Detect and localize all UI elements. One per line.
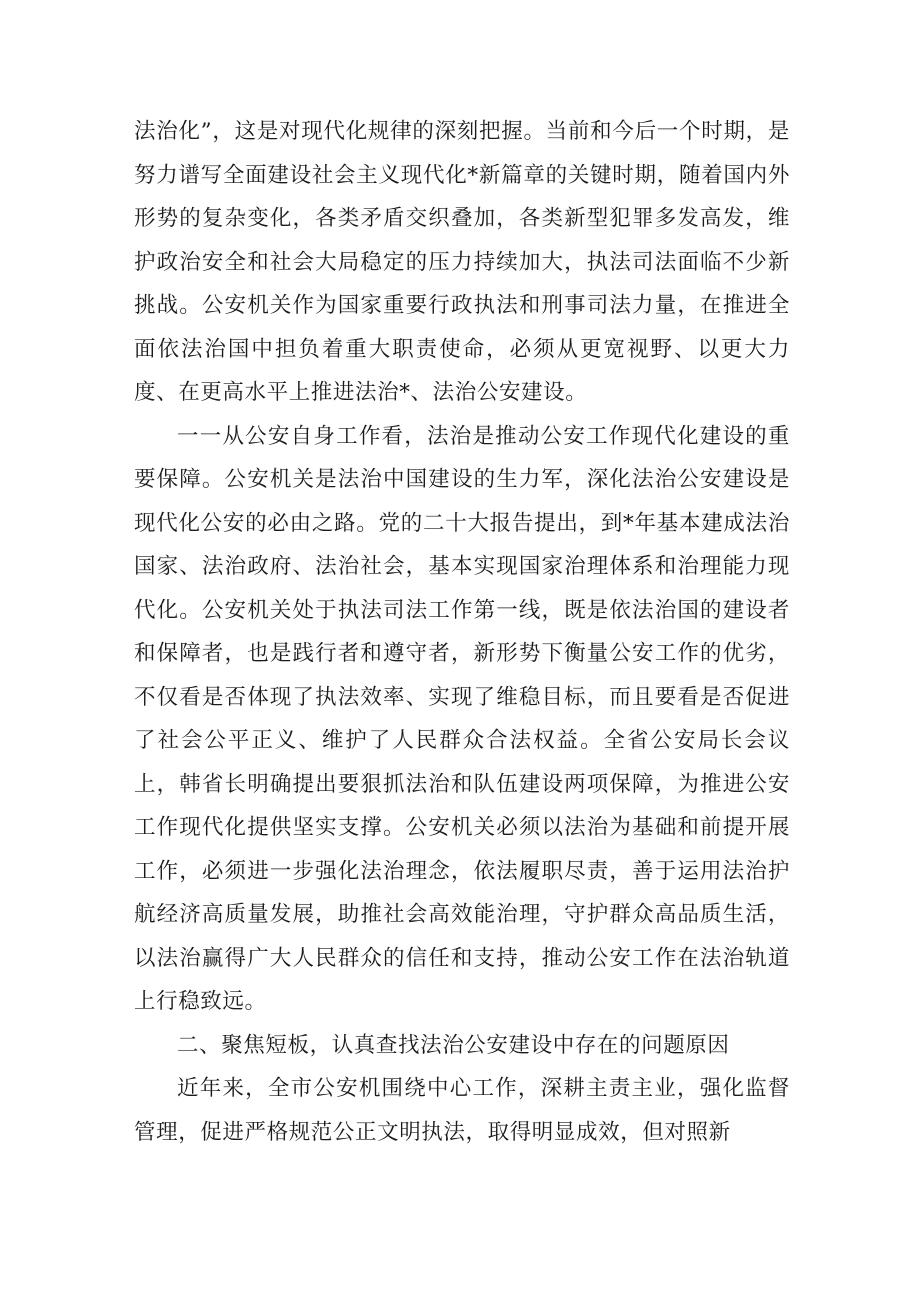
paragraph-police-work: 一一从公安自身工作看，法治是推动公安工作现代化建设的重要保障。公安机关是法治中国建设的生力军，深化法治公安建设是现代化公安的必由之路。党的二十大报告提出，到*年基本建成法治国家、法治政府、法治社会，基本实现国家治理体系和治理能力现代化。公安机关处于执法司法工作第一线，既是依法治国的建设者和保障者，也是践行者和遵守者，新形势下衡量公安工作的优劣，不仅看是否体现了执法效率、实现了维稳目标，而且要看是否促进了社会公平正义、维护了人民群众合法权益。全省公安局长会议上，韩省长明确提出要狠抓法治和队伍建设两项保障，为推进公安工作现代化提供坚实支撑。公安机关必须以法治为基础和前提开展工作，必须进一步强化法治理念，依法履职尽责，善于运用法治护航经济高质量发展，助推社会高效能治理，守护群众高品质生活，以法治赢得广大人民群众的信任和支持，推动公安工作在法治轨道上行稳致远。 [134, 423, 790, 1014]
section-heading: 二、聚焦短板，认真查找法治公安建设中存在的问题原因 [177, 1032, 730, 1058]
document-body [134, 110, 790, 1154]
paragraph-continuation: 法治化”，这是对现代化规律的深刻把握。当前和今后一个时期，是努力谱写全面建设社会主义现代化*新篇章的关键时期，随着国内外形势的复杂变化，各类矛盾交织叠加，各类新型犯罪多发高发，维护政治安全和社会大局稳定的压力持续加大，执法司法面临不少新挑战。公安机关作为国家重要行政执法和刑事司法力量，在推进全面依法治国中担负着重大职责使命，必须从更宽视野、以更大力度、在更高水平上推进法治*、法治公安建设。 [134, 119, 790, 405]
paragraph-recent-years: 近年来，全市公安机围绕中心工作，深耕主责主业，强化监督管理，促进严格规范公正文明执法，取得明显成效，但对照新 [134, 1076, 790, 1145]
